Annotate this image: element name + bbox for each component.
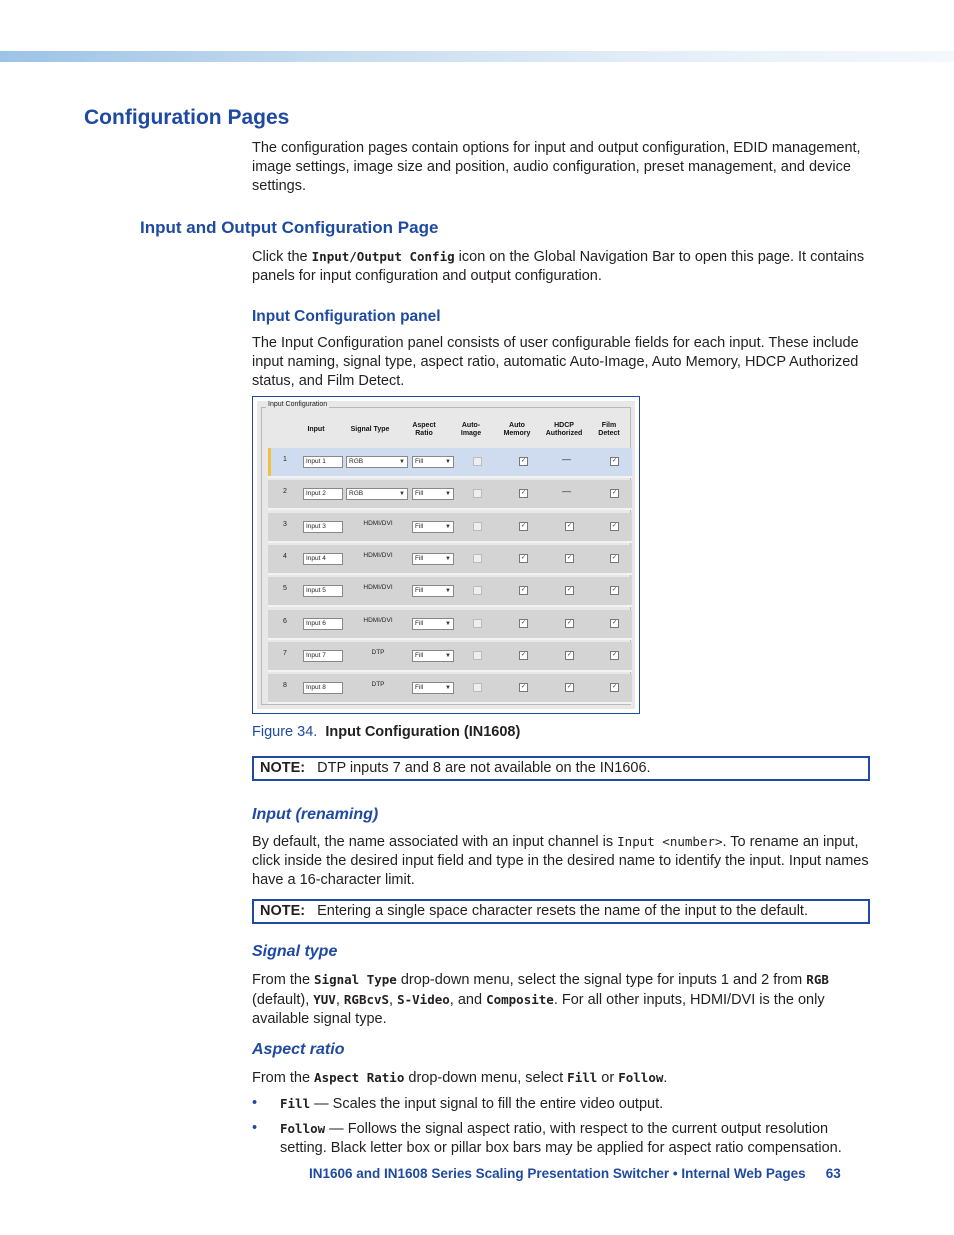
- signal-paragraph: [252, 970, 872, 1029]
- film-detect-checkbox[interactable]: ✓: [611, 458, 618, 464]
- film-detect-checkbox[interactable]: ✓: [611, 684, 618, 691]
- header-bar: [0, 51, 954, 62]
- input-row[interactable]: [268, 480, 632, 510]
- auto-image-checkbox[interactable]: [473, 651, 482, 660]
- aspect-ratio-select[interactable]: Fill ▼: [412, 488, 454, 500]
- text: icon on the Global Navigation Bar to open this page. It contains panels for input configuration and output configuration.: [252, 249, 865, 284]
- aspect-ratio-select[interactable]: Fill ▼: [412, 553, 454, 565]
- signal-type-select[interactable]: RGB ▼: [346, 488, 408, 500]
- hdcp-checkbox: ✓: [566, 554, 573, 561]
- auto-image-checkbox[interactable]: [473, 457, 482, 466]
- text: ,: [389, 992, 398, 1008]
- signal-type-text: HDMI/DVI: [363, 519, 393, 527]
- note-label: NOTE:: [260, 903, 306, 919]
- intro-paragraph: The configuration pages contain options for input and output configuration, EDID management, image settings, image size and position, audio configuration, preset management, and device settings.: [252, 140, 861, 194]
- page-title: Configuration Pages: [84, 106, 290, 129]
- heading-aspect-ratio: Aspect ratio: [252, 1041, 345, 1058]
- code-text: Follow: [618, 1070, 664, 1085]
- input-configuration-panel: [261, 401, 631, 705]
- io-paragraph: [252, 247, 872, 286]
- code-text: Input <number>: [617, 834, 723, 849]
- section-heading: Input and Output Configuration Page: [140, 218, 439, 237]
- auto-image-checkbox[interactable]: [473, 619, 482, 628]
- hdcp-status: —: [562, 486, 571, 497]
- chevron-down-icon: ▼: [399, 459, 405, 465]
- hdcp-checkbox: ✓: [566, 522, 573, 529]
- chevron-down-icon: ▼: [445, 588, 451, 595]
- text: (default),: [252, 992, 314, 1008]
- film-detect-checkbox[interactable]: ✓: [611, 619, 618, 626]
- input-row[interactable]: [268, 577, 632, 607]
- heading-signal-type: Signal type: [252, 943, 338, 960]
- auto-image-checkbox[interactable]: [473, 683, 482, 692]
- aspect-ratio-select[interactable]: Fill ▼: [412, 521, 454, 533]
- input-number: 3: [283, 520, 287, 528]
- signal-type-select[interactable]: RGB ▼: [346, 456, 408, 468]
- text: From the: [252, 1070, 315, 1086]
- film-detect-checkbox[interactable]: ✓: [611, 651, 618, 658]
- signal-type-text: HDMI/DVI: [363, 551, 393, 559]
- renaming-paragraph: [252, 832, 872, 890]
- text: . For all other inputs, HDMI/DVI is the only available signal type.: [252, 992, 825, 1027]
- auto-memory-checkbox[interactable]: ✓: [520, 651, 527, 658]
- page-footer: [309, 1166, 841, 1181]
- input-row[interactable]: [268, 674, 632, 704]
- film-detect-checkbox[interactable]: ✓: [611, 522, 618, 529]
- auto-image-checkbox[interactable]: [473, 586, 482, 595]
- col-auto-memory: Auto Memory: [503, 422, 531, 437]
- caption-text: Input Configuration (IN1608): [325, 724, 521, 740]
- caption-label: Figure 34.: [252, 724, 318, 740]
- subsection-heading: Input Configuration panel: [252, 308, 441, 325]
- icp-paragraph: The Input Configuration panel consists of user configurable fields for each input. These include input naming, signal type, aspect ratio, automatic Auto-Image, Auto Memory, HDCP Authorized status, and Film Detect.: [252, 335, 859, 389]
- text: From the: [252, 972, 315, 988]
- chevron-down-icon: ▼: [445, 620, 451, 627]
- input-row[interactable]: [268, 545, 632, 575]
- input-row[interactable]: [268, 448, 632, 478]
- aspect-ratio-select[interactable]: Fill ▼: [412, 682, 454, 694]
- auto-memory-checkbox[interactable]: ✓: [520, 458, 527, 464]
- film-detect-checkbox[interactable]: ✓: [611, 490, 618, 497]
- aspect-ratio-select[interactable]: Fill ▼: [412, 585, 454, 597]
- panel-title: Input Configuration: [268, 401, 328, 408]
- input-number: 1: [283, 456, 287, 463]
- note-text: DTP inputs 7 and 8 are not available on the IN1606.: [317, 760, 651, 776]
- col-signal-type: Signal Type: [350, 426, 390, 433]
- page-number: 63: [825, 1166, 841, 1181]
- text: Click the: [252, 249, 312, 265]
- code-text: S-Video: [397, 992, 450, 1007]
- auto-image-checkbox[interactable]: [473, 554, 482, 563]
- col-film-detect: Film Detect: [598, 422, 620, 437]
- chevron-down-icon: ▼: [399, 491, 405, 498]
- chevron-down-icon: ▼: [445, 491, 451, 498]
- note-text: Entering a single space character resets the name of the input to the default.: [317, 903, 808, 919]
- input-name-field[interactable]: Input 6: [303, 618, 343, 630]
- hdcp-checkbox: ✓: [566, 619, 573, 626]
- hdcp-checkbox: ✓: [566, 651, 573, 658]
- bullet-item: [252, 1119, 872, 1158]
- code-text: Aspect Ratio: [314, 1070, 405, 1085]
- hdcp-checkbox: ✓: [566, 587, 573, 594]
- signal-type-text: HDMI/DVI: [363, 616, 393, 624]
- code-text: Composite: [486, 992, 554, 1007]
- col-auto-image: Auto-Image: [460, 422, 482, 437]
- figure-input-configuration: [252, 396, 640, 714]
- input-number: 6: [283, 617, 287, 625]
- aspect-ratio-select[interactable]: Fill ▼: [412, 650, 454, 662]
- code-text: RGBcvS: [343, 992, 390, 1007]
- text: drop-down menu, select the signal type for inputs 1 and 2 from: [396, 972, 807, 988]
- text: — Follows the signal aspect ratio, with respect to the current output resolution setting. Black letter box or pillar box bars may be applied for aspect ratio compensation.: [280, 1121, 842, 1156]
- input-name-field[interactable]: Input 1: [303, 456, 343, 468]
- text: , and: [449, 992, 487, 1008]
- auto-memory-checkbox[interactable]: ✓: [520, 554, 527, 561]
- text: By default, the name associated with an input channel is: [252, 834, 618, 850]
- text: . To rename an input, click inside the desired input field and type in the desired name to identify the input. Input names have a 16-character limit.: [252, 834, 869, 888]
- input-name-field[interactable]: Input 5: [303, 585, 343, 597]
- auto-image-checkbox[interactable]: [473, 522, 482, 531]
- text: .: [663, 1070, 668, 1086]
- hdcp-checkbox: ✓: [566, 684, 573, 691]
- aspect-paragraph: [252, 1068, 872, 1088]
- film-detect-checkbox[interactable]: ✓: [611, 587, 618, 594]
- signal-type-text: DTP: [371, 648, 385, 656]
- input-number: 2: [283, 488, 287, 496]
- bullet-dot: •: [252, 1120, 258, 1136]
- code-text: Follow: [280, 1121, 326, 1136]
- chevron-down-icon: ▼: [445, 459, 451, 465]
- heading-input-renaming: Input (renaming): [252, 806, 379, 823]
- input-row[interactable]: [268, 513, 632, 543]
- code-text: Fill: [567, 1070, 598, 1085]
- input-number: 4: [283, 552, 287, 560]
- note-label: NOTE:: [260, 760, 306, 776]
- auto-memory-checkbox[interactable]: ✓: [520, 490, 527, 497]
- auto-memory-checkbox[interactable]: ✓: [520, 587, 527, 594]
- auto-memory-checkbox[interactable]: ✓: [520, 684, 527, 691]
- text: or: [597, 1070, 619, 1086]
- input-row[interactable]: [268, 642, 632, 672]
- signal-type-text: DTP: [371, 681, 385, 689]
- hdcp-status: —: [562, 454, 571, 464]
- chevron-down-icon: ▼: [445, 555, 451, 562]
- figure-caption: [252, 724, 520, 740]
- text: drop-down menu, select: [404, 1070, 568, 1086]
- input-number: 7: [283, 649, 287, 657]
- auto-memory-checkbox[interactable]: ✓: [520, 522, 527, 529]
- code-text: RGB: [806, 972, 829, 987]
- aspect-ratio-select[interactable]: Fill ▼: [412, 618, 454, 630]
- col-aspect-ratio: Aspect Ratio: [412, 422, 436, 437]
- text: — Scales the input signal to fill the entire video output.: [310, 1096, 664, 1112]
- col-hdcp-authorized: HDCP Authorized: [545, 422, 583, 437]
- input-name-field[interactable]: Input 3: [303, 521, 343, 533]
- input-row[interactable]: [268, 610, 632, 640]
- input-name-field[interactable]: Input 2: [303, 488, 343, 500]
- code-text: Signal Type: [314, 972, 397, 987]
- col-input: Input: [307, 426, 325, 433]
- bullet-dot: •: [252, 1095, 258, 1111]
- input-name-field[interactable]: Input 4: [303, 553, 343, 565]
- input-number: 5: [283, 585, 287, 593]
- input-name-field[interactable]: Input 8: [303, 682, 343, 694]
- input-name-field[interactable]: Input 7: [303, 650, 343, 662]
- auto-memory-checkbox[interactable]: ✓: [520, 619, 527, 626]
- auto-image-checkbox[interactable]: [473, 489, 482, 498]
- film-detect-checkbox[interactable]: ✓: [611, 554, 618, 561]
- aspect-ratio-select[interactable]: Fill ▼: [412, 456, 454, 468]
- note-box: [252, 756, 870, 781]
- code-text: Fill: [280, 1096, 311, 1111]
- chevron-down-icon: ▼: [445, 685, 451, 692]
- code-text: YUV: [313, 992, 336, 1007]
- note-box: [252, 899, 870, 924]
- command-text: Input/Output Config: [311, 249, 455, 264]
- input-number: 8: [283, 682, 287, 690]
- chevron-down-icon: ▼: [445, 523, 451, 530]
- text: ,: [335, 992, 344, 1008]
- chevron-down-icon: ▼: [445, 652, 451, 659]
- bullet-item: [252, 1094, 872, 1114]
- signal-type-text: HDMI/DVI: [363, 584, 393, 592]
- footer-title: IN1606 and IN1608 Series Scaling Presentation Switcher • Internal Web Pages: [309, 1166, 806, 1181]
